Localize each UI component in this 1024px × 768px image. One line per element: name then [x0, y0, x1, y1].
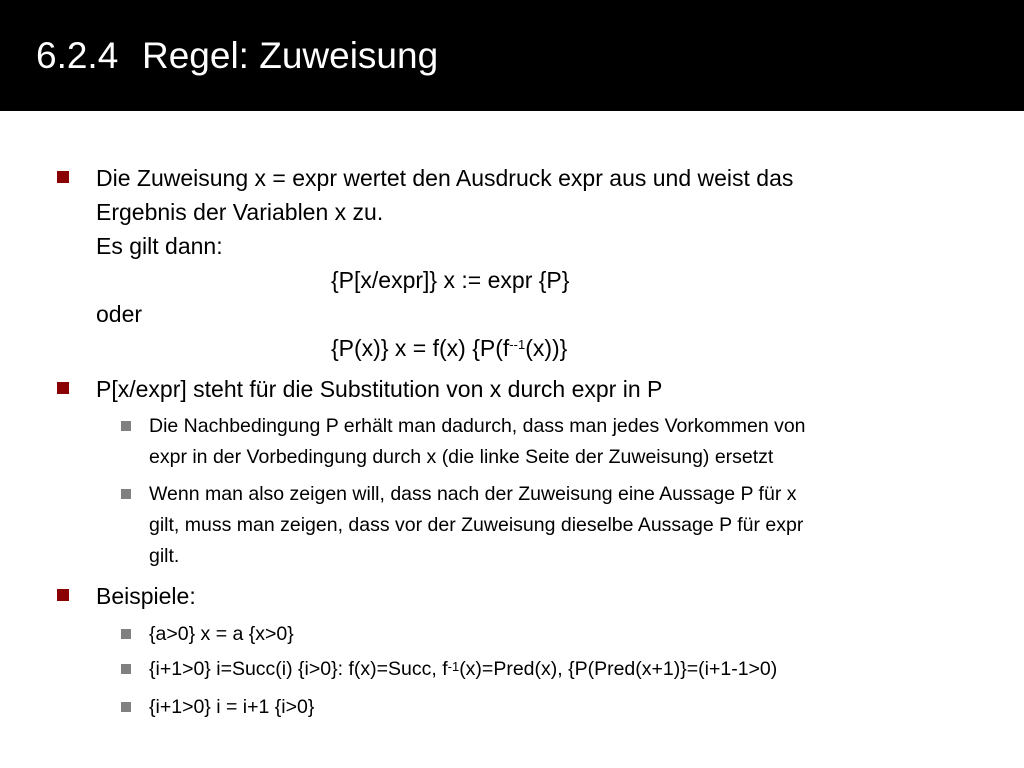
example-2-post: (x)=Pred(x), {P(Pred(x+1)}=(i+1-1>0) — [459, 658, 778, 680]
slide-title — [36, 32, 438, 80]
sub2-line1: Wenn man also zeigen will, dass nach der Zuweisung eine Aussage P für x — [149, 483, 797, 505]
slide-number: 6.2.4 — [36, 35, 119, 76]
bullet1-oder: oder — [96, 301, 143, 327]
bullet3-text: Beispiele: — [96, 583, 196, 609]
bullet1-line2: Ergebnis der Variablen x zu. — [96, 199, 384, 225]
sub1-line2: expr in der Vorbedingung durch x (die linke Seite der Zuweisung) ersetzt — [149, 446, 774, 468]
sub-bullet-square-icon — [121, 629, 131, 639]
bullet-square-icon — [57, 171, 69, 183]
bullet1-line3: Es gilt dann: — [96, 233, 223, 259]
bullet2-text: P[x/expr] steht für die Substitution von x durch expr in P — [96, 376, 663, 402]
bullet-square-icon — [57, 382, 69, 394]
example-1: {a>0} x = a {x>0} — [149, 623, 294, 645]
bullet1-line1: Die Zuweisung x = expr wertet den Ausdruck expr aus und weist das — [96, 165, 794, 191]
formula-function-rule — [331, 331, 567, 365]
example-2-pre: {i+1>0} i=Succ(i) {i>0}: f(x)=Succ, f — [149, 658, 448, 680]
example-2-superscript: -1 — [447, 659, 460, 674]
sub-bullet-square-icon — [121, 664, 131, 674]
example-2 — [149, 654, 777, 685]
formula-assignment-rule: {P[x/expr]} x := expr {P} — [331, 267, 570, 293]
sub-bullet-square-icon — [121, 489, 131, 499]
title-bar — [0, 0, 1024, 111]
formula2-superscript: --1 — [509, 337, 526, 352]
example-3: {i+1>0} i = i+1 {i>0} — [149, 696, 315, 718]
sub-bullet-square-icon — [121, 702, 131, 712]
sub2-line2: gilt, muss man zeigen, dass vor der Zuweisung dieselbe Aussage P für expr — [149, 514, 804, 536]
bullet-square-icon — [57, 589, 69, 601]
sub2-line3: gilt. — [149, 545, 180, 567]
slide-title-text: Regel: Zuweisung — [142, 35, 439, 76]
formula2-post: (x))} — [525, 335, 568, 361]
sub1-line1: Die Nachbedingung P erhält man dadurch, dass man jedes Vorkommen von — [149, 415, 806, 437]
sub-bullet-square-icon — [121, 421, 131, 431]
formula2-pre: {P(x)} x = f(x) {P(f — [331, 335, 510, 361]
